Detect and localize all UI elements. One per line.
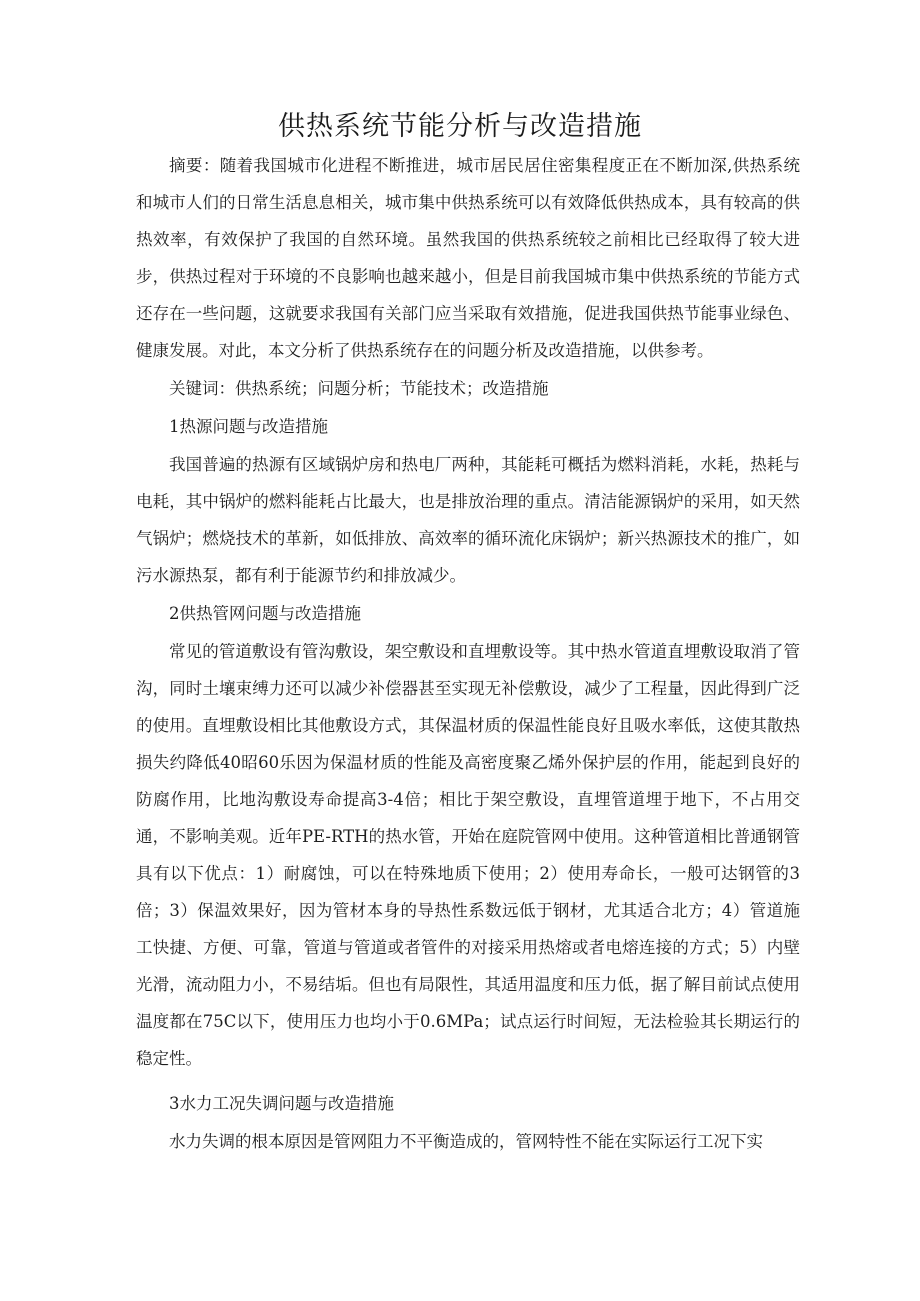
document-body <box>136 147 800 1160</box>
section-1-paragraph: 我国普遍的热源有区域锅炉房和热电厂两种，其能耗可概括为燃料消耗，水耗，热耗与电耗，其中锅炉的燃料能耗占比最大，也是排放治理的重点。清洁能源锅炉的采用，如天然气锅炉；燃烧技术的革新，如低排放、高效率的循环流化床锅炉；新兴热源技术的推广，如污水源热泵，都有利于能源节约和排放减少。 <box>136 455 800 585</box>
section-3-paragraph: 水力失调的根本原因是管网阻力不平衡造成的，管网特性不能在实际运行工况下实 <box>169 1132 763 1151</box>
abstract-paragraph: 摘要：随着我国城市化进程不断推进，城市居民居住密集程度正在不断加深,供热系统和城市人们的日常生活息息相关，城市集中供热系统可以有效降低供热成本，具有较高的供热效率，有效保护了我国的自然环境。虽然我国的供热系统较之前相比已经取得了较大进步，供热过程对于环境的不良影响也越来越小，但是目前我国城市集中供热系统的节能方式还存在一些问题，这就要求我国有关部门应当采取有效措施，促进我国供热节能事业绿色、健康发展。对此，本文分析了供热系统存在的问题分析及改造措施，以供参考。 <box>136 156 800 360</box>
section-2-heading: 2供热管网问题与改造措施 <box>169 604 361 623</box>
document-title: 供热系统节能分析与改造措施 <box>278 111 642 142</box>
section-3-heading: 3水力工况失调问题与改造措施 <box>169 1094 394 1113</box>
section-1-heading: 1热源问题与改造措施 <box>169 417 328 436</box>
keywords-line: 关键词：供热系统；问题分析；节能技术；改造措施 <box>169 379 549 398</box>
spacer <box>136 1077 800 1085</box>
section-2-paragraph: 常见的管道敷设有管沟敷设，架空敷设和直埋敷设等。其中热水管道直埋敷设取消了管沟，同时土壤束缚力还可以减少补偿器甚至实现无补偿敷设，减少了工程量，因此得到广泛的使用。直埋敷设相比其他敷设方式，其保温材质的保温性能良好且吸水率低，这使其散热损失约降低40昭60乐因为保温材质的性能及高密度聚乙烯外保护层的作用，能起到良好的防腐作用，比地沟敷设寿命提高3-4倍；相比于架空敷设，直埋管道埋于地下，不占用交通，不影响美观。近年PE-RTH的热水管，开始在庭院管网中使用。这种管道相比普通钢管具有以下优点：1）耐腐蚀，可以在特殊地质下使用；2）使用寿命长，一般可达钢管的3倍；3）保温效果好，因为管材本身的导热性系数远低于钢材，尤其适合北方；4）管道施工快捷、方便、可靠，管道与管道或者管件的对接采用热熔或者电熔连接的方式；5）内壁光滑，流动阻力小，不易结垢。但也有局限性，其适用温度和压力低，据了解目前试点使用温度都在75C以下，使用压力也均小于0.6MPa；试点运行时间短，无法检验其长期运行的稳定性。 <box>136 642 800 1068</box>
